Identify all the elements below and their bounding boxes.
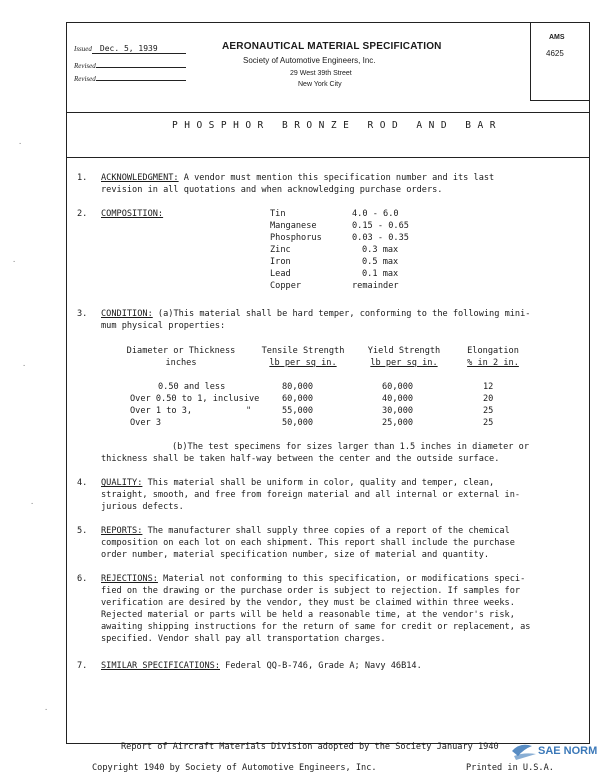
element-name: Copper xyxy=(270,281,302,291)
column-header-line: lb per sq in. xyxy=(370,358,438,368)
yield-cell: 25,000 xyxy=(382,418,414,428)
section-heading: SIMILAR SPECIFICATIONS: xyxy=(101,661,220,671)
header-divider xyxy=(66,112,590,113)
section-text: jurious defects. xyxy=(101,502,184,512)
section-text: (b)The test specimens for sizes larger than 1.5 inches in diameter or xyxy=(172,442,529,452)
section-heading: QUALITY: xyxy=(101,478,143,488)
element-range: 0.1 max xyxy=(362,269,399,279)
element-range: 0.03 - 0.35 xyxy=(352,233,409,243)
adoption-note: Report of Aircraft Materials Division adopted by the Society January 1940 xyxy=(121,742,499,752)
section-heading: REPORTS: xyxy=(101,526,143,536)
section-number: 6. xyxy=(77,574,88,584)
section-text: This material shall be uniform in color, quality and temper, clean, xyxy=(142,478,495,488)
column-header-line: Tensile Strength xyxy=(261,346,345,356)
section-number: 2. xyxy=(77,209,88,219)
element-name: Tin xyxy=(270,209,286,219)
section-quality xyxy=(101,477,600,489)
section-rejections xyxy=(101,573,600,585)
element-range: 0.5 max xyxy=(362,257,399,267)
element-name: Lead xyxy=(270,269,291,279)
watermark-logo-icon xyxy=(510,738,600,762)
column-header-line: % in 2 in. xyxy=(467,358,519,368)
size-cell: Over 3 xyxy=(130,418,162,428)
ams-label: AMS xyxy=(549,34,565,41)
issued-date: Dec. 5, 1939 xyxy=(99,44,158,53)
section-text: Federal QQ-B-746, Grade A; Navy 46B14. xyxy=(220,661,422,671)
section-text: verification are desired by the vendor, they must be claimed within three weeks. xyxy=(101,598,515,608)
section-similar-specifications xyxy=(101,660,600,672)
revised-row-2 xyxy=(74,72,186,83)
spec-heading: AERONAUTICAL MATERIAL SPECIFICATION xyxy=(222,41,442,52)
printed-notice: Printed in U.S.A. xyxy=(466,763,554,773)
scan-mark: · xyxy=(44,706,49,714)
composition-row xyxy=(270,244,409,256)
elongation-cell: 25 xyxy=(483,406,494,416)
scan-mark: · xyxy=(12,258,17,266)
revised-label: Revised xyxy=(74,62,96,70)
section-number: 3. xyxy=(77,309,88,319)
spec-title: PHOSPHOR BRONZE ROD AND BAR xyxy=(172,120,502,131)
section-text: awaiting shipping instructions for the return of same for credit or replacement, as xyxy=(101,622,531,632)
section-reports xyxy=(101,525,600,537)
revised-row-1 xyxy=(74,59,186,70)
composition-row xyxy=(270,268,409,280)
sae-norm-watermark xyxy=(510,738,600,762)
ditto-mark: " xyxy=(246,406,252,416)
ams-box-left xyxy=(530,22,531,101)
section-text: The manufacturer shall supply three copies of a report of the chemical xyxy=(142,526,510,536)
section-text: specified. Vendor shall pay all transportation charges. xyxy=(101,634,386,644)
elongation-cell: 20 xyxy=(483,394,494,404)
column-header-line: Yield Strength xyxy=(367,346,441,356)
title-divider xyxy=(66,157,590,158)
yield-cell: 30,000 xyxy=(382,406,414,416)
section-heading: CONDITION: xyxy=(101,309,153,319)
element-range: 0.3 max xyxy=(362,245,399,255)
section-text: Material not conforming to this specification, or modifications speci- xyxy=(157,574,526,584)
section-number: 1. xyxy=(77,173,88,183)
section-number: 4. xyxy=(77,478,88,488)
element-name: Phosphorus xyxy=(270,233,322,243)
element-range: 4.0 - 6.0 xyxy=(352,209,399,219)
issued-row xyxy=(74,44,186,54)
elongation-cell: 12 xyxy=(483,382,494,392)
section-text: revision in all quotations and when acknowledging purchase orders. xyxy=(101,185,443,195)
column-header xyxy=(253,345,353,369)
section-heading: REJECTIONS: xyxy=(101,574,158,584)
section-text: straight, smooth, and free from foreign material and all internal or external in- xyxy=(101,490,521,500)
section-text: A vendor must mention this specification number and its last xyxy=(178,173,495,183)
column-header-line: lb per sq in. xyxy=(269,358,337,368)
size-cell: Over 1 to 3, xyxy=(130,406,193,416)
elongation-cell: 25 xyxy=(483,418,494,428)
section-number: 5. xyxy=(77,526,88,536)
yield-cell: 60,000 xyxy=(382,382,414,392)
column-header-line: inches xyxy=(165,358,197,368)
org-address: 29 West 39th Street xyxy=(290,70,352,77)
ams-number: 4625 xyxy=(546,49,564,58)
tensile-cell: 55,000 xyxy=(282,406,314,416)
section-acknowledgment xyxy=(101,172,600,184)
size-cell: Over 0.50 to 1, inclusive xyxy=(130,394,260,404)
ams-box-bottom xyxy=(530,100,590,101)
org-city: New York City xyxy=(298,81,342,88)
element-name: Zinc xyxy=(270,245,291,255)
copyright-notice: Copyright 1940 by Society of Automotive Engineers, Inc. xyxy=(92,763,377,773)
section-text: Rejected material or parts will be held a reasonable time, at the vendor's risk, xyxy=(101,610,515,620)
column-header xyxy=(116,345,246,369)
section-text: order number, material specification number, size of material and quantity. xyxy=(101,550,490,560)
section-text: thickness shall be taken half-way between the center and the outside surface. xyxy=(101,454,500,464)
section-text: mum physical properties: xyxy=(101,321,226,331)
element-name: Manganese xyxy=(270,221,317,231)
scan-mark: · xyxy=(18,140,23,148)
composition-row xyxy=(270,280,409,292)
composition-table xyxy=(270,208,409,292)
tensile-cell: 80,000 xyxy=(282,382,314,392)
revised-label: Revised xyxy=(74,75,96,83)
section-heading: COMPOSITION: xyxy=(101,209,164,219)
column-header xyxy=(358,345,450,369)
tensile-cell: 50,000 xyxy=(282,418,314,428)
column-header xyxy=(458,345,528,369)
scan-mark: · xyxy=(22,362,27,370)
composition-row xyxy=(270,232,409,244)
section-text: composition on each lot on each shipment. This report shall include the purchase xyxy=(101,538,515,548)
element-range: remainder xyxy=(352,281,399,291)
composition-row xyxy=(270,220,409,232)
column-header-line: Diameter or Thickness xyxy=(126,346,236,356)
element-name: Iron xyxy=(270,257,291,267)
composition-row xyxy=(270,256,409,268)
org-name: Society of Automotive Engineers, Inc. xyxy=(243,56,376,65)
section-condition xyxy=(101,308,600,320)
section-text: fied on the drawing or the purchase order is subject to rejection. If samples for xyxy=(101,586,521,596)
issued-label: Issued xyxy=(74,45,92,53)
watermark-text: SAE NORM xyxy=(538,745,598,757)
scan-mark: · xyxy=(30,500,35,508)
section-text: (a)This material shall be hard temper, conforming to the following mini- xyxy=(152,309,531,319)
section-number: 7. xyxy=(77,661,88,671)
tensile-cell: 60,000 xyxy=(282,394,314,404)
size-cell: 0.50 and less xyxy=(158,382,226,392)
element-range: 0.15 - 0.65 xyxy=(352,221,409,231)
yield-cell: 40,000 xyxy=(382,394,414,404)
column-header-line: Elongation xyxy=(467,346,519,356)
section-heading: ACKNOWLEDGMENT: xyxy=(101,173,179,183)
composition-row xyxy=(270,208,409,220)
properties-table xyxy=(116,345,546,435)
